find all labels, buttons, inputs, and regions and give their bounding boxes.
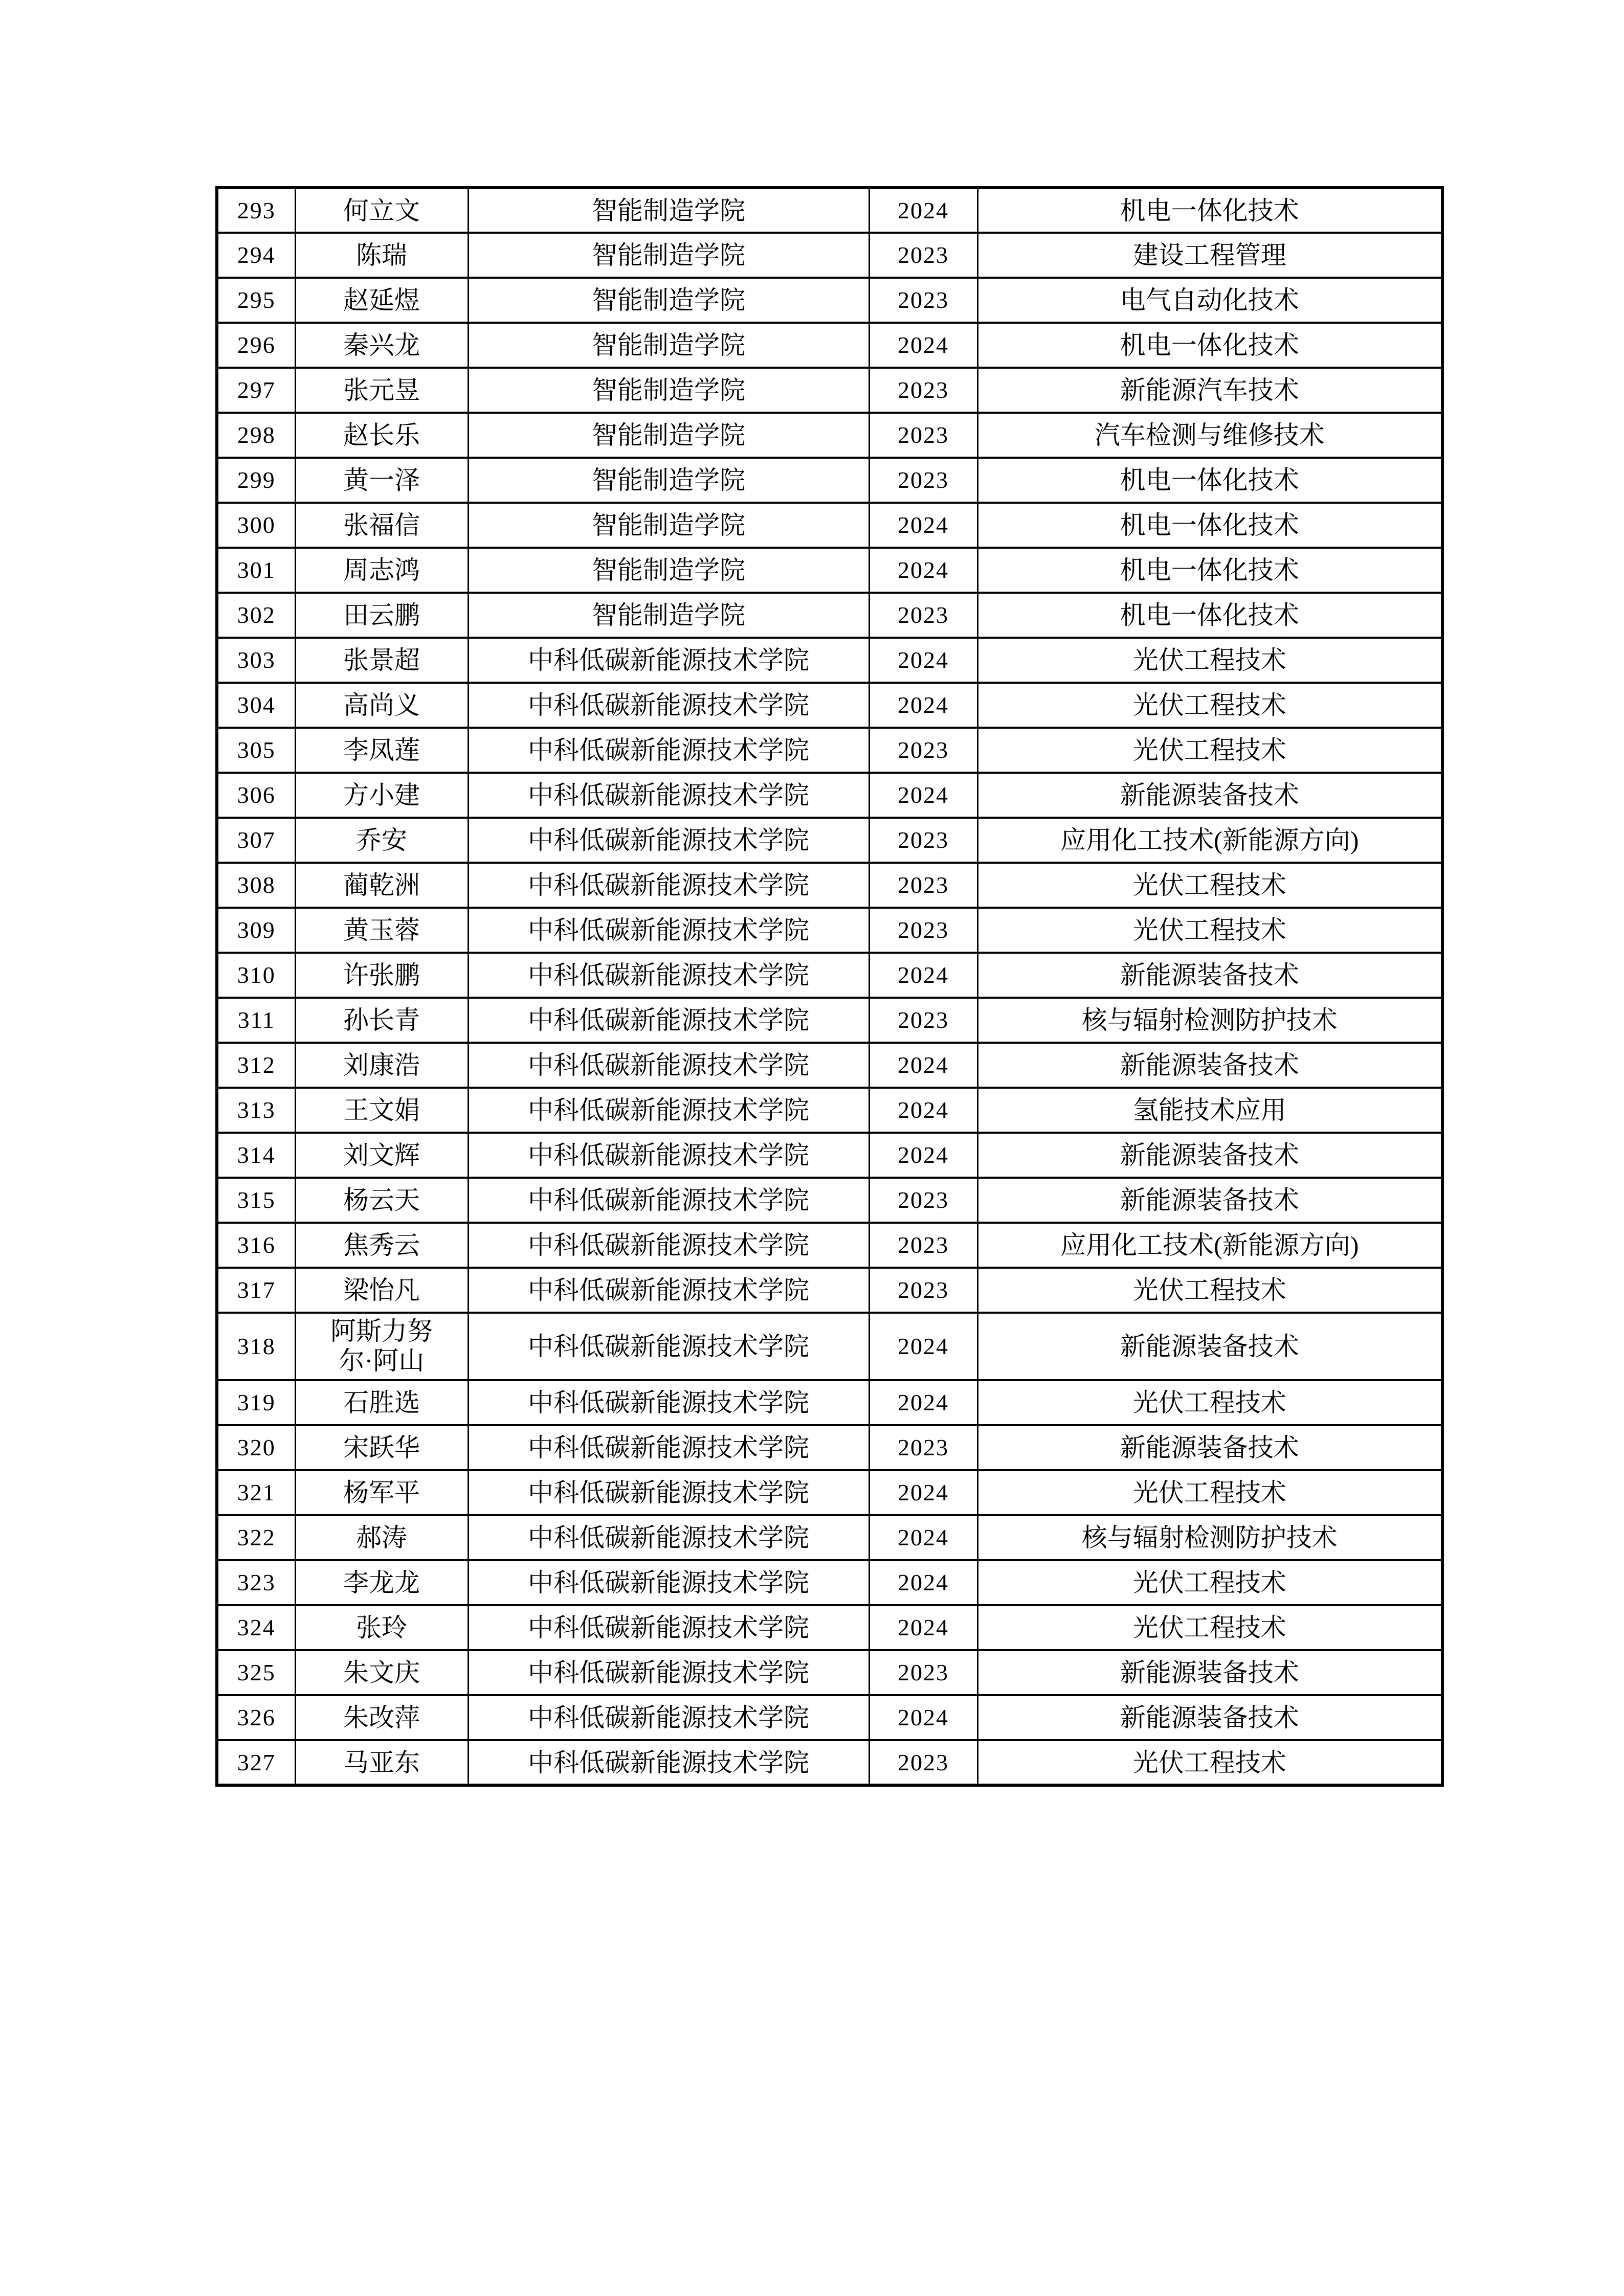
- name-cell: [295, 1425, 468, 1470]
- college-cell: 智能制造学院: [468, 413, 869, 458]
- student-name: 朱文庆: [343, 1658, 420, 1687]
- name-cell: [295, 1605, 468, 1650]
- college-cell: 中科低碳新能源技术学院: [468, 1695, 869, 1740]
- year-cell: 2024: [869, 953, 977, 998]
- name-cell: [295, 278, 468, 323]
- year-cell: 2023: [869, 458, 977, 503]
- name-cell: [295, 638, 468, 683]
- serial-cell: 316: [217, 1223, 295, 1268]
- serial-cell: 298: [217, 413, 295, 458]
- college-cell: 智能制造学院: [468, 368, 869, 413]
- name-cell: [295, 1380, 468, 1425]
- serial-cell: 293: [217, 188, 295, 233]
- student-name: 黄玉蓉: [343, 916, 420, 944]
- college-cell: 中科低碳新能源技术学院: [468, 1470, 869, 1515]
- student-name: 李凤莲: [343, 736, 420, 764]
- name-cell: [295, 458, 468, 503]
- serial-cell: 312: [217, 1043, 295, 1088]
- name-cell: [295, 1133, 468, 1178]
- table-row: [217, 1740, 1442, 1785]
- serial-cell: 323: [217, 1560, 295, 1605]
- table-row: [217, 458, 1442, 503]
- year-cell: 2024: [869, 1313, 977, 1380]
- major-cell: 光伏工程技术: [977, 683, 1442, 728]
- serial-cell: 305: [217, 728, 295, 773]
- major-cell: 光伏工程技术: [977, 1380, 1442, 1425]
- serial-cell: 311: [217, 998, 295, 1043]
- college-cell: 中科低碳新能源技术学院: [468, 1425, 869, 1470]
- serial-cell: 295: [217, 278, 295, 323]
- college-cell: 智能制造学院: [468, 323, 869, 368]
- name-cell: [295, 1470, 468, 1515]
- student-name: 杨云天: [343, 1186, 420, 1214]
- college-cell: 中科低碳新能源技术学院: [468, 638, 869, 683]
- table-row: [217, 323, 1442, 368]
- college-cell: 中科低碳新能源技术学院: [468, 1313, 869, 1380]
- student-name: 赵长乐: [343, 421, 420, 449]
- year-cell: 2024: [869, 1695, 977, 1740]
- name-cell: [295, 998, 468, 1043]
- college-cell: 中科低碳新能源技术学院: [468, 1178, 869, 1223]
- student-name: 方小建: [343, 781, 420, 809]
- student-name: 朱改萍: [343, 1703, 420, 1732]
- year-cell: 2024: [869, 683, 977, 728]
- major-cell: 建设工程管理: [977, 233, 1442, 278]
- serial-cell: 303: [217, 638, 295, 683]
- name-cell: [295, 503, 468, 548]
- year-cell: 2024: [869, 1605, 977, 1650]
- year-cell: 2024: [869, 1133, 977, 1178]
- table-row: [217, 1178, 1442, 1223]
- name-cell: [295, 368, 468, 413]
- student-name: 孙长青: [343, 1006, 420, 1034]
- serial-cell: 307: [217, 818, 295, 863]
- student-name: 周志鸿: [343, 556, 420, 584]
- major-cell: 新能源装备技术: [977, 1043, 1442, 1088]
- serial-cell: 297: [217, 368, 295, 413]
- major-cell: 新能源装备技术: [977, 1178, 1442, 1223]
- serial-cell: 321: [217, 1470, 295, 1515]
- table-row: [217, 1650, 1442, 1695]
- table-row: [217, 1515, 1442, 1560]
- serial-cell: 296: [217, 323, 295, 368]
- serial-cell: 294: [217, 233, 295, 278]
- year-cell: 2023: [869, 818, 977, 863]
- college-cell: 智能制造学院: [468, 503, 869, 548]
- name-cell: [295, 593, 468, 638]
- year-cell: 2023: [869, 1223, 977, 1268]
- year-cell: 2024: [869, 323, 977, 368]
- college-cell: 中科低碳新能源技术学院: [468, 1515, 869, 1560]
- college-cell: 中科低碳新能源技术学院: [468, 863, 869, 908]
- year-cell: 2024: [869, 1470, 977, 1515]
- year-cell: 2024: [869, 773, 977, 818]
- college-cell: 中科低碳新能源技术学院: [468, 1560, 869, 1605]
- serial-cell: 310: [217, 953, 295, 998]
- name-cell: [295, 1268, 468, 1313]
- table-row: [217, 1425, 1442, 1470]
- major-cell: 光伏工程技术: [977, 638, 1442, 683]
- college-cell: 智能制造学院: [468, 278, 869, 323]
- year-cell: 2023: [869, 728, 977, 773]
- year-cell: 2023: [869, 278, 977, 323]
- major-cell: 电气自动化技术: [977, 278, 1442, 323]
- table-row: [217, 1268, 1442, 1313]
- name-cell: [295, 1043, 468, 1088]
- serial-cell: 326: [217, 1695, 295, 1740]
- college-cell: 智能制造学院: [468, 188, 869, 233]
- name-cell: [295, 1088, 468, 1133]
- table-row: [217, 1560, 1442, 1605]
- student-name: 石胜选: [343, 1388, 420, 1417]
- serial-cell: 308: [217, 863, 295, 908]
- major-cell: 光伏工程技术: [977, 1605, 1442, 1650]
- student-name: 张玲: [356, 1613, 407, 1642]
- table-row: [217, 818, 1442, 863]
- major-cell: 核与辐射检测防护技术: [977, 1515, 1442, 1560]
- student-name: 刘康浩: [343, 1051, 420, 1079]
- year-cell: 2024: [869, 503, 977, 548]
- major-cell: 光伏工程技术: [977, 1560, 1442, 1605]
- major-cell: 光伏工程技术: [977, 908, 1442, 953]
- major-cell: 光伏工程技术: [977, 1740, 1442, 1785]
- year-cell: 2023: [869, 1425, 977, 1470]
- year-cell: 2024: [869, 638, 977, 683]
- table-row: [217, 1470, 1442, 1515]
- student-name: 马亚东: [343, 1748, 420, 1777]
- major-cell: 新能源装备技术: [977, 1650, 1442, 1695]
- name-cell: [295, 1695, 468, 1740]
- college-cell: 中科低碳新能源技术学院: [468, 1268, 869, 1313]
- table-row: [217, 368, 1442, 413]
- student-name: 高尚义: [343, 691, 420, 719]
- serial-cell: 313: [217, 1088, 295, 1133]
- table-row: [217, 548, 1442, 593]
- college-cell: 智能制造学院: [468, 548, 869, 593]
- name-cell: [295, 863, 468, 908]
- serial-cell: 324: [217, 1605, 295, 1650]
- year-cell: 2024: [869, 188, 977, 233]
- college-cell: 中科低碳新能源技术学院: [468, 728, 869, 773]
- serial-cell: 320: [217, 1425, 295, 1470]
- serial-cell: 304: [217, 683, 295, 728]
- serial-cell: 322: [217, 1515, 295, 1560]
- year-cell: 2023: [869, 413, 977, 458]
- year-cell: 2023: [869, 863, 977, 908]
- college-cell: 智能制造学院: [468, 593, 869, 638]
- major-cell: 新能源装备技术: [977, 1695, 1442, 1740]
- major-cell: 机电一体化技术: [977, 503, 1442, 548]
- major-cell: 机电一体化技术: [977, 323, 1442, 368]
- table-row: [217, 728, 1442, 773]
- major-cell: 核与辐射检测防护技术: [977, 998, 1442, 1043]
- table-row: [217, 1088, 1442, 1133]
- student-name: 宋跃华: [343, 1433, 420, 1462]
- college-cell: 中科低碳新能源技术学院: [468, 1043, 869, 1088]
- serial-cell: 319: [217, 1380, 295, 1425]
- name-cell: [295, 773, 468, 818]
- student-name: 田云鹏: [343, 601, 420, 629]
- name-cell: [295, 413, 468, 458]
- name-cell: [295, 1560, 468, 1605]
- year-cell: 2023: [869, 1268, 977, 1313]
- name-cell: [295, 323, 468, 368]
- table-row: [217, 773, 1442, 818]
- major-cell: 机电一体化技术: [977, 548, 1442, 593]
- name-cell: [295, 1740, 468, 1785]
- year-cell: 2024: [869, 1515, 977, 1560]
- college-cell: 智能制造学院: [468, 458, 869, 503]
- student-name: 许张鹏: [343, 961, 420, 989]
- table-row: [217, 1380, 1442, 1425]
- student-name: 秦兴龙: [343, 331, 420, 359]
- name-cell: [295, 908, 468, 953]
- college-cell: 中科低碳新能源技术学院: [468, 1223, 869, 1268]
- college-cell: 中科低碳新能源技术学院: [468, 773, 869, 818]
- student-name: 刘文辉: [343, 1141, 420, 1169]
- name-cell: [295, 1223, 468, 1268]
- table-row: [217, 233, 1442, 278]
- document-sheet: [215, 186, 1444, 1787]
- table-row: [217, 998, 1442, 1043]
- name-cell: [295, 1178, 468, 1223]
- college-cell: 中科低碳新能源技术学院: [468, 683, 869, 728]
- serial-cell: 325: [217, 1650, 295, 1695]
- college-cell: 中科低碳新能源技术学院: [468, 998, 869, 1043]
- name-cell: [295, 548, 468, 593]
- student-name: 蔺乾洲: [343, 871, 420, 899]
- serial-cell: 299: [217, 458, 295, 503]
- major-cell: 新能源装备技术: [977, 1425, 1442, 1470]
- student-name: 阿斯力努尔·阿山: [330, 1317, 433, 1375]
- student-name: 李龙龙: [343, 1568, 420, 1597]
- serial-cell: 327: [217, 1740, 295, 1785]
- major-cell: 机电一体化技术: [977, 458, 1442, 503]
- table-row: [217, 1313, 1442, 1380]
- name-cell: [295, 1650, 468, 1695]
- student-name: 乔安: [356, 826, 407, 854]
- college-cell: 中科低碳新能源技术学院: [468, 1133, 869, 1178]
- major-cell: 光伏工程技术: [977, 863, 1442, 908]
- year-cell: 2023: [869, 233, 977, 278]
- table-row: [217, 908, 1442, 953]
- serial-cell: 302: [217, 593, 295, 638]
- student-name: 焦秀云: [343, 1231, 420, 1259]
- year-cell: 2023: [869, 1178, 977, 1223]
- student-name: 杨军平: [343, 1478, 420, 1507]
- major-cell: 机电一体化技术: [977, 188, 1442, 233]
- major-cell: 新能源汽车技术: [977, 368, 1442, 413]
- table-row: [217, 863, 1442, 908]
- serial-cell: 314: [217, 1133, 295, 1178]
- major-cell: 汽车检测与维修技术: [977, 413, 1442, 458]
- table-row: [217, 593, 1442, 638]
- major-cell: 光伏工程技术: [977, 1470, 1442, 1515]
- name-cell: [295, 683, 468, 728]
- college-cell: 中科低碳新能源技术学院: [468, 1740, 869, 1785]
- year-cell: 2023: [869, 1650, 977, 1695]
- name-cell: [295, 1313, 468, 1380]
- table-row: [217, 1223, 1442, 1268]
- student-name: 黄一泽: [343, 466, 420, 494]
- year-cell: 2024: [869, 548, 977, 593]
- major-cell: 光伏工程技术: [977, 728, 1442, 773]
- student-roster-body: [217, 188, 1442, 1785]
- year-cell: 2024: [869, 1560, 977, 1605]
- year-cell: 2024: [869, 1380, 977, 1425]
- name-cell: [295, 188, 468, 233]
- table-row: [217, 683, 1442, 728]
- serial-cell: 309: [217, 908, 295, 953]
- major-cell: 新能源装备技术: [977, 773, 1442, 818]
- table-row: [217, 1605, 1442, 1650]
- name-cell: [295, 953, 468, 998]
- college-cell: 中科低碳新能源技术学院: [468, 953, 869, 998]
- serial-cell: 317: [217, 1268, 295, 1313]
- student-name: 赵延煜: [343, 286, 420, 314]
- table-row: [217, 413, 1442, 458]
- name-cell: [295, 233, 468, 278]
- college-cell: 中科低碳新能源技术学院: [468, 1650, 869, 1695]
- table-row: [217, 638, 1442, 683]
- college-cell: 中科低碳新能源技术学院: [468, 1380, 869, 1425]
- year-cell: 2023: [869, 908, 977, 953]
- major-cell: 新能源装备技术: [977, 1313, 1442, 1380]
- student-name: 梁怡凡: [343, 1276, 420, 1304]
- name-cell: [295, 1515, 468, 1560]
- student-name: 张元昱: [343, 376, 420, 404]
- student-name: 何立文: [343, 196, 420, 225]
- year-cell: 2023: [869, 1740, 977, 1785]
- year-cell: 2023: [869, 998, 977, 1043]
- serial-cell: 318: [217, 1313, 295, 1380]
- major-cell: 光伏工程技术: [977, 1268, 1442, 1313]
- table-row: [217, 953, 1442, 998]
- major-cell: 机电一体化技术: [977, 593, 1442, 638]
- serial-cell: 300: [217, 503, 295, 548]
- college-cell: 智能制造学院: [468, 233, 869, 278]
- table-row: [217, 188, 1442, 233]
- name-cell: [295, 728, 468, 773]
- table-row: [217, 278, 1442, 323]
- year-cell: 2024: [869, 1088, 977, 1133]
- college-cell: 中科低碳新能源技术学院: [468, 1088, 869, 1133]
- major-cell: 应用化工技术(新能源方向): [977, 818, 1442, 863]
- year-cell: 2023: [869, 593, 977, 638]
- table-row: [217, 503, 1442, 548]
- serial-cell: 306: [217, 773, 295, 818]
- year-cell: 2023: [869, 368, 977, 413]
- name-cell: [295, 818, 468, 863]
- student-name: 张福信: [343, 511, 420, 539]
- student-name: 郝涛: [356, 1523, 407, 1552]
- major-cell: 新能源装备技术: [977, 1133, 1442, 1178]
- student-name: 陈瑞: [356, 241, 407, 269]
- college-cell: 中科低碳新能源技术学院: [468, 818, 869, 863]
- major-cell: 氢能技术应用: [977, 1088, 1442, 1133]
- major-cell: 应用化工技术(新能源方向): [977, 1223, 1442, 1268]
- student-name: 王文娟: [343, 1096, 420, 1124]
- table-row: [217, 1043, 1442, 1088]
- major-cell: 新能源装备技术: [977, 953, 1442, 998]
- college-cell: 中科低碳新能源技术学院: [468, 1605, 869, 1650]
- serial-cell: 315: [217, 1178, 295, 1223]
- serial-cell: 301: [217, 548, 295, 593]
- student-name: 张景超: [343, 646, 420, 674]
- year-cell: 2024: [869, 1043, 977, 1088]
- table-row: [217, 1695, 1442, 1740]
- table-row: [217, 1133, 1442, 1178]
- student-roster-table: [215, 186, 1444, 1787]
- college-cell: 中科低碳新能源技术学院: [468, 908, 869, 953]
